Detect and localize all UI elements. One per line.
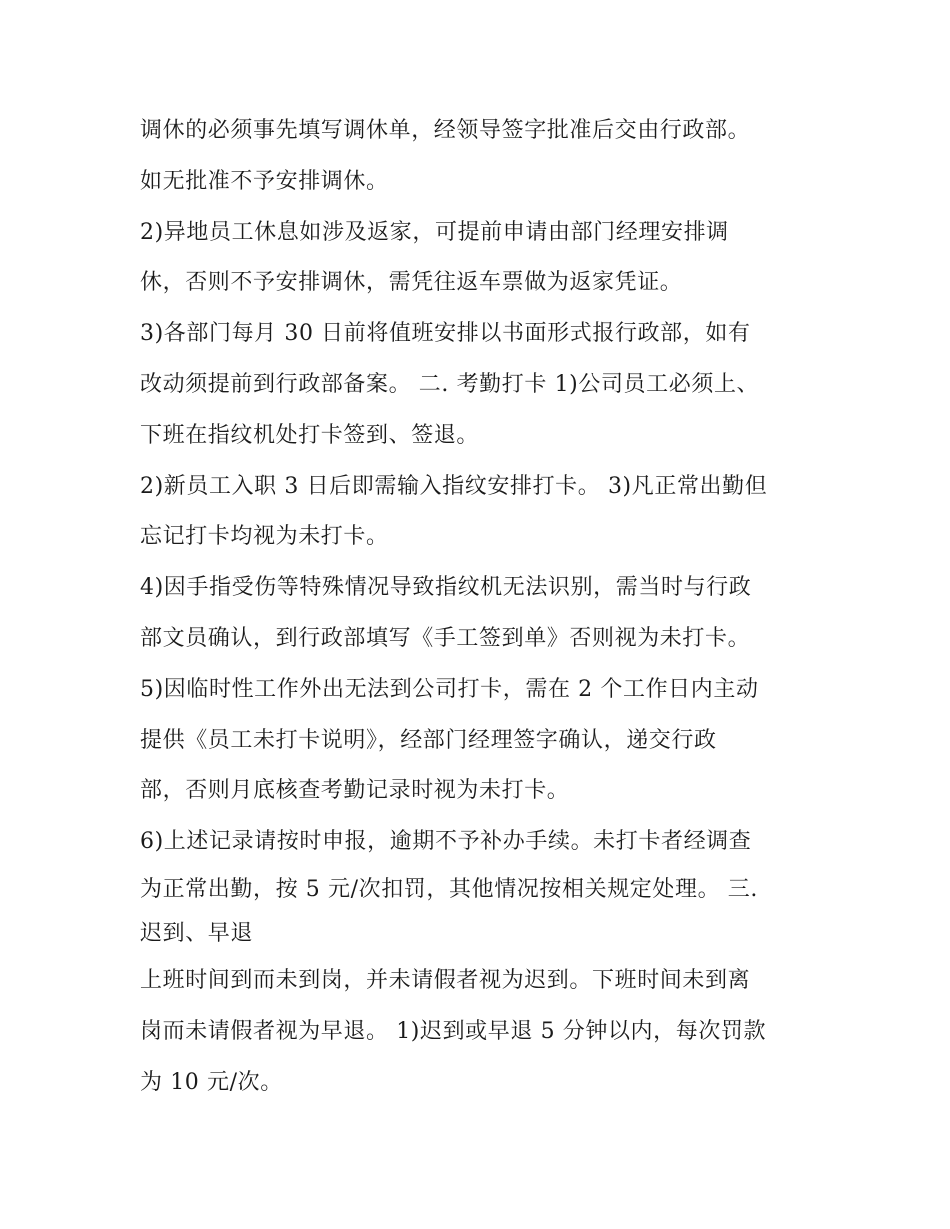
text-line: 岗而未请假者视为早退。 1)迟到或早退 5 分钟以内，每次罚款 bbox=[140, 1018, 767, 1044]
text-line: 3)各部门每月 30 日前将值班安排以书面形式报行政部，如有 bbox=[140, 321, 751, 347]
text-line: 部，否则月底核查考勤记录时视为未打卡。 bbox=[140, 778, 570, 804]
text-line: 下班在指纹机处打卡签到、签退。 bbox=[140, 422, 480, 448]
text-line: 迟到、早退 bbox=[140, 920, 254, 946]
text-line: 休，否则不予安排调休，需凭往返车票做为返家凭证。 bbox=[140, 270, 683, 296]
text-line: 为 10 元/次。 bbox=[140, 1069, 283, 1095]
text-line: 5)因临时性工作外出无法到公司打卡，需在 2 个工作日内主动 bbox=[140, 676, 759, 702]
text-line: 6)上述记录请按时申报，逾期不予补办手续。未打卡者经调查 bbox=[140, 829, 752, 855]
text-line: 提供《员工未打卡说明》，经部门经理签字确认，递交行政 bbox=[140, 727, 717, 753]
text-line: 改动须提前到行政部备案。 二. 考勤打卡 1)公司员工必须上、 bbox=[140, 371, 760, 397]
text-line: 为正常出勤，按 5 元/次扣罚，其他情况按相关规定处理。 三. bbox=[140, 876, 758, 902]
text-line: 忘记打卡均视为未打卡。 bbox=[140, 524, 389, 550]
text-line: 上班时间到而未到岗，并未请假者视为迟到。下班时间未到离 bbox=[140, 967, 751, 993]
text-line: 4)因手指受伤等特殊情况导致指纹机无法识别，需当时与行政 bbox=[140, 575, 752, 601]
text-line: 部文员确认，到行政部填写《手工签到单》否则视为未打卡。 bbox=[140, 625, 751, 651]
text-line: 2)异地员工休息如涉及返家，可提前申请由部门经理安排调 bbox=[140, 219, 729, 245]
text-line: 调休的必须事先填写调休单，经领导签字批准后交由行政部。 bbox=[140, 118, 751, 143]
text-line: 2)新员工入职 3 日后即需输入指纹安排打卡。 3)凡正常出勤但 bbox=[140, 473, 768, 499]
text-line: 如无批准不予安排调休。 bbox=[140, 168, 389, 194]
document-body bbox=[140, 106, 820, 1108]
